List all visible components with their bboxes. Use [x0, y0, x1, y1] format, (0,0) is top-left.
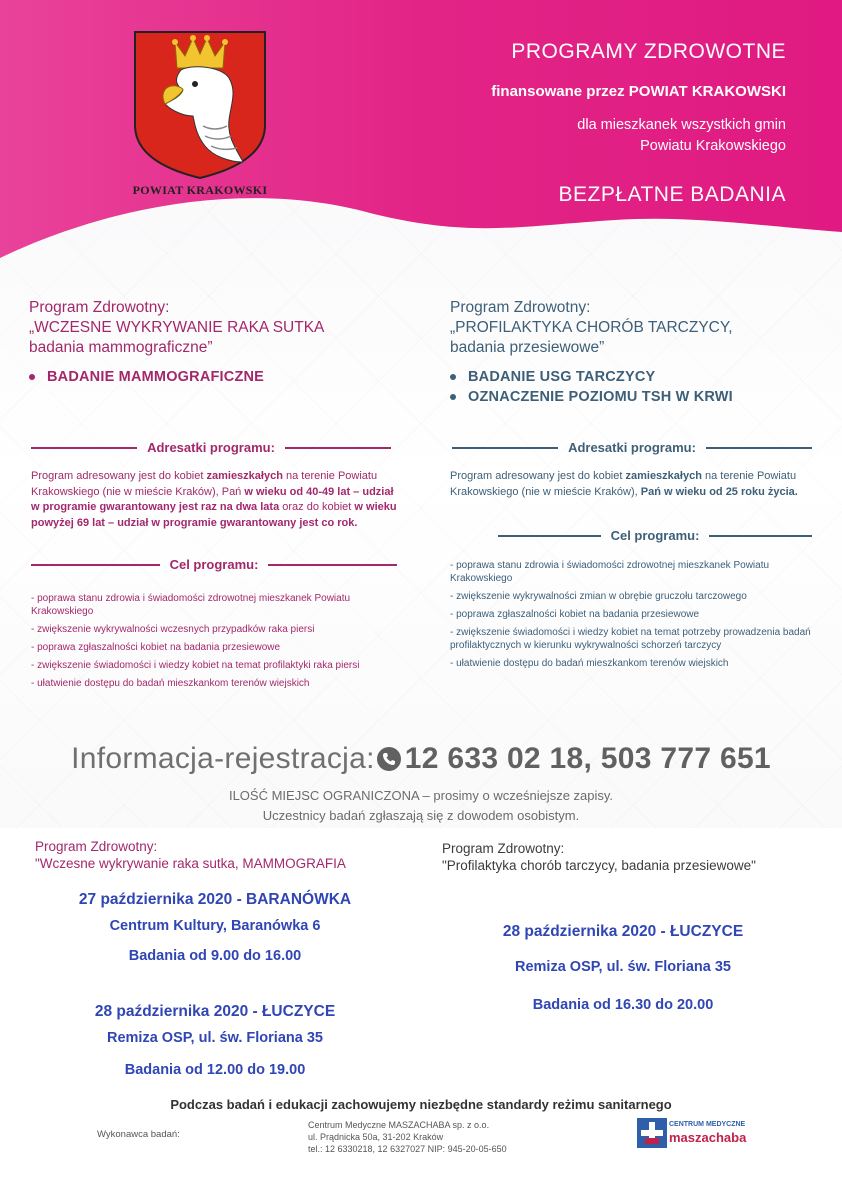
header-audience-line2: Powiatu Krakowskiego [640, 138, 786, 154]
divider [285, 447, 391, 449]
schedule-left-label: Program Zdrowotny: [35, 839, 158, 854]
right-addressees-header [452, 440, 812, 455]
left-program-label: Program Zdrowotny: [29, 299, 170, 316]
text-run-bold: w wieku powyżej 69 lat – udział w programie gwarantowany jest co rok. [31, 501, 397, 529]
divider [709, 535, 812, 537]
list-item: - poprawa stanu zdrowia i świadomości zdrowotnej mieszkanek Powiatu Krakowskiego [31, 593, 351, 617]
left-addressees-title: Adresatki programu: [147, 440, 275, 455]
registration-label: Informacja-rejestracja: [71, 742, 375, 775]
left-goals-list [31, 592, 397, 695]
list-item: - zwiększenie wykrywalności wczesnych przypadków raka piersi [31, 624, 315, 635]
left-program-name: „WCZESNE WYKRYWANIE RAKA SUTKA [29, 319, 325, 336]
id-card-note: Uczestnicy badań zgłaszają się z dowodem osobistym. [262, 808, 580, 823]
list-item: BADANIE MAMMOGRAFICZNE [29, 367, 264, 387]
text-run-bold: Pań w wieku od 25 roku życia. [640, 485, 798, 498]
limited-places-note: ILOŚĆ MIEJSC OGRANICZONA – prosimy o wcześniejsze zapisy. [228, 788, 614, 803]
text-run-bold: zamieszkałych [625, 470, 702, 482]
schedule-right-label: Program Zdrowotny: [442, 841, 565, 856]
list-item: - ułatwienie dostępu do badań mieszkankom terenów wiejskich [31, 678, 310, 689]
schedule-right-name: "Profilaktyka chorób tarczycy, badania przesiewowe" [442, 858, 756, 873]
right-program-type: badania przesiewowe” [450, 339, 605, 356]
text-run-bold: w wieku od 40-49 lat – udział w programie gwarantowany jest raz na dwa lata [31, 485, 394, 513]
divider [31, 447, 137, 449]
registration-info [0, 742, 842, 776]
text-run: Program adresowany jest do kobiet [450, 470, 626, 482]
list-item: - zwiększenie świadomości i wiedzy kobiet na temat potrzeby prowadzenia badań profilaktycznych w kierunku wykrywalności schorzeń tarczycy [450, 627, 811, 651]
left-goals-header [31, 557, 397, 572]
list-item: - zwiększenie świadomości i wiedzy kobiet na temat profilaktyki raka piersi [31, 660, 360, 671]
white-eagle-on-red-shield-icon [133, 30, 267, 180]
left-program-type: badania mammograficzne” [29, 339, 213, 356]
event-hours: Badania od 16.30 do 20.00 [532, 997, 714, 1013]
left-addressees-header [31, 440, 391, 455]
right-addressees-text [450, 469, 820, 500]
address-line: tel.: 12 6330218, 12 6327027 NIP: 945-20-05-650 [308, 1144, 507, 1154]
event-date: 28 października 2020 - ŁUCZYCE [502, 923, 744, 940]
text-run: Program adresowany jest do kobiet [31, 470, 207, 482]
event-date: 28 października 2020 - ŁUCZYCE [94, 1003, 336, 1020]
right-goals-title: Cel programu: [610, 528, 700, 543]
header-free-tests: BEZPŁATNE BADANIA [558, 183, 786, 206]
left-addressees-text [31, 469, 397, 531]
event-date: 27 października 2020 - BARANÓWKA [78, 891, 352, 908]
text-run: oraz do kobiet [279, 501, 355, 513]
schedule-left-name: "Wczesne wykrywanie raka sutka, MAMMOGRAFIA [35, 856, 346, 871]
list-item: OZNACZENIE POZIOMU TSH W KRWI [450, 387, 733, 407]
list-item: - poprawa stanu zdrowia i świadomości zdrowotnej mieszkanek Powiatu Krakowskiego [450, 560, 770, 584]
right-program-heading [450, 298, 830, 358]
header-subtitle: finansowane przez POWIAT KRAKOWSKI [491, 83, 786, 100]
address-line: ul. Prądnicka 50a, 31-202 Kraków [308, 1132, 444, 1142]
list-item: - zwiększenie wykrywalności zmian w obrębie gruczołu tarczowego [450, 591, 747, 602]
text-run: na terenie Powiatu Krakowskiego (nie w mieście Kraków), [450, 470, 797, 498]
schedule-event [438, 923, 808, 1013]
right-program-name: „PROFILAKTYKA CHORÓB TARCZYCY, [450, 319, 733, 336]
list-item: - ułatwienie dostępu do badań mieszkankom terenów wiejskich [450, 658, 729, 669]
event-hours: Badania od 12.00 do 19.00 [124, 1062, 306, 1078]
left-test-list [29, 367, 264, 387]
schedule-right-program [442, 840, 756, 874]
right-goals-header [498, 528, 812, 543]
divider [706, 447, 812, 449]
header-title: PROGRAMY ZDROWOTNE [511, 40, 786, 63]
list-item: BADANIE USG TARCZYCY [450, 367, 733, 387]
list-item: - poprawa zgłaszalności kobiet na badania przesiewowe [450, 609, 700, 620]
event-hours: Badania od 9.00 do 16.00 [128, 948, 302, 964]
text-run: na terenie Powiatu Krakowskiego (nie w mieście Kraków), Pań [31, 470, 378, 498]
divider [498, 535, 601, 537]
schedule-left-program [35, 838, 346, 872]
left-program-heading [29, 298, 409, 358]
event-place: Centrum Kultury, Baranówka 6 [109, 918, 321, 934]
divider [452, 447, 558, 449]
logo-caption: CENTRUM MEDYCZNE [669, 1121, 746, 1128]
phone-icon [377, 747, 401, 771]
schedule-event [30, 1003, 400, 1078]
list-item: - poprawa zgłaszalności kobiet na badania przesiewowe [31, 642, 281, 653]
medical-cross-logo-icon [637, 1118, 667, 1148]
executor-address [308, 1119, 507, 1155]
event-place: Remiza OSP, ul. św. Floriana 35 [515, 959, 731, 975]
divider [31, 564, 160, 566]
sanitary-note: Podczas badań i edukacji zachowujemy niezbędne standardy reżimu sanitarnego [170, 1097, 672, 1112]
registration-phones: 12 633 02 18, 503 777 651 [404, 742, 771, 775]
right-addressees-title: Adresatki programu: [568, 440, 696, 455]
executor-label: Wykonawca badań: [97, 1129, 180, 1140]
event-place: Remiza OSP, ul. św. Floriana 35 [107, 1030, 323, 1046]
address-line: Centrum Medyczne MASZACHABA sp. z o.o. [308, 1120, 490, 1130]
crest-caption: POWIAT KRAKOWSKI [132, 183, 268, 197]
divider [268, 564, 397, 566]
maszachaba-logo [637, 1118, 749, 1148]
text-run-bold: zamieszkałych [206, 470, 283, 482]
logo-name: maszachaba [669, 1130, 747, 1145]
header-audience-line1: dla mieszkanek wszystkich gmin [577, 117, 786, 133]
right-goals-list [450, 559, 820, 675]
right-test-list [450, 367, 733, 407]
right-program-label: Program Zdrowotny: [450, 299, 591, 316]
left-goals-title: Cel programu: [169, 557, 259, 572]
schedule-event [30, 891, 400, 964]
